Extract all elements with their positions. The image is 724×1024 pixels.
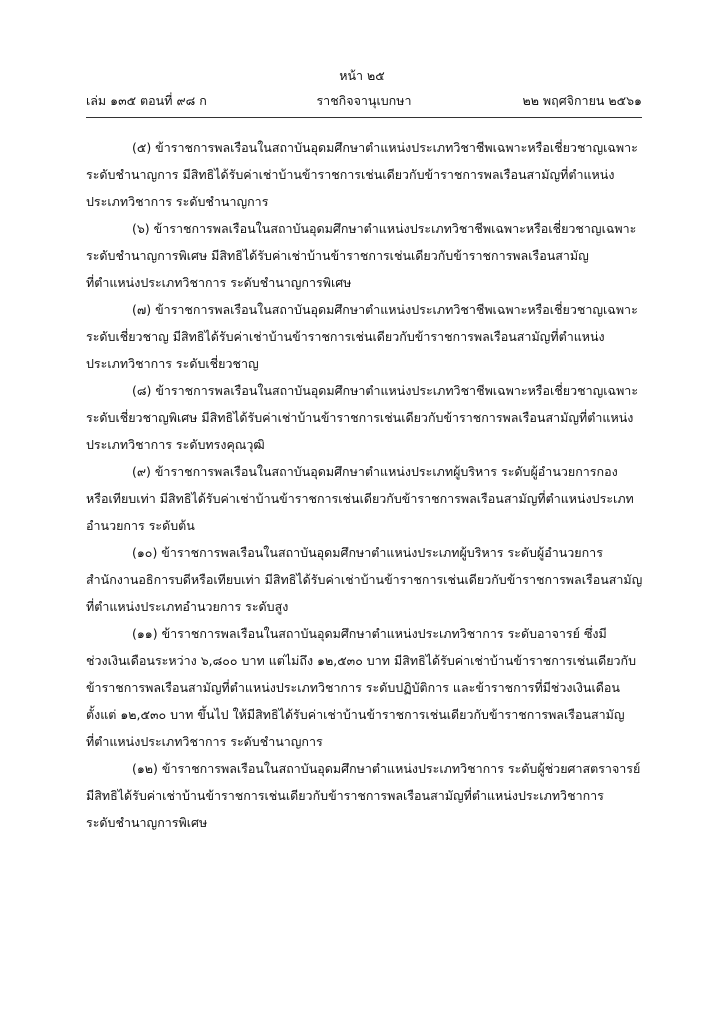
text-line: ประเภทวิชาการ ระดับเชี่ยวชาญ xyxy=(86,356,259,371)
text-line: (๙) ข้าราชการพลเรือนในสถาบันอุดมศึกษาตำแหน่งประเภทผู้บริหาร ระดับผู้อำนวยการกอง xyxy=(132,464,618,479)
paragraph-12 xyxy=(86,755,642,836)
text-line: ระดับเชี่ยวชาญพิเศษ มีสิทธิได้รับค่าเช่าบ้านข้าราชการเช่นเดียวกับข้าราชการพลเรือนสามัญที่ตำแหน่ง xyxy=(86,410,634,425)
text-line: ที่ตำแหน่งประเภทอำนวยการ ระดับสูง xyxy=(86,599,289,614)
paragraph-11 xyxy=(86,620,642,755)
text-line: มีสิทธิได้รับค่าเช่าบ้านข้าราชการเช่นเดียวกับข้าราชการพลเรือนสามัญที่ตำแหน่งประเภทวิชาการ xyxy=(86,788,604,803)
paragraph-7 xyxy=(86,296,642,377)
paragraph-9 xyxy=(86,458,642,539)
document-body xyxy=(86,134,642,836)
text-line: อำนวยการ ระดับต้น xyxy=(86,518,195,533)
text-line: ช่วงเงินเดือนระหว่าง ๖,๘๐๐ บาท แต่ไม่ถึง ๑๒,๕๓๐ บาท มีสิทธิได้รับค่าเช่าบ้านข้าราชการเช่นเดียวกับ xyxy=(86,653,637,668)
text-line: ประเภทวิชาการ ระดับชำนาญการ xyxy=(86,194,269,209)
text-line: (๗) ข้าราชการพลเรือนในสถาบันอุดมศึกษาตำแหน่งประเภทวิชาชีพเฉพาะหรือเชี่ยวชาญเฉพาะ xyxy=(132,302,638,317)
gazette-title: ราชกิจจานุเบกษา xyxy=(316,93,412,108)
volume-issue: เล่ม ๑๓๕ ตอนที่ ๙๘ ก xyxy=(86,93,207,108)
text-line: สำนักงานอธิการบดีหรือเทียบเท่า มีสิทธิได้รับค่าเช่าบ้านข้าราชการเช่นเดียวกับข้าราชการพลเรือนสามัญ xyxy=(86,572,642,587)
page-number: หน้า ๒๕ xyxy=(339,68,385,83)
text-line: ระดับเชี่ยวชาญ มีสิทธิได้รับค่าเช่าบ้านข้าราชการเช่นเดียวกับข้าราชการพลเรือนสามัญที่ตำแหน่ง xyxy=(86,329,605,344)
text-line: (๑๑) ข้าราชการพลเรือนในสถาบันอุดมศึกษาตำแหน่งประเภทวิชาการ ระดับอาจารย์ ซึ่งมี xyxy=(132,626,607,641)
gazette-header xyxy=(86,91,642,113)
text-line: (๑๐) ข้าราชการพลเรือนในสถาบันอุดมศึกษาตำแหน่งประเภทผู้บริหาร ระดับผู้อำนวยการ xyxy=(132,545,603,560)
text-line: ระดับชำนาญการ มีสิทธิได้รับค่าเช่าบ้านข้าราชการเช่นเดียวกับข้าราชการพลเรือนสามัญที่ตำแหน่ง xyxy=(86,167,615,182)
text-line: ที่ตำแหน่งประเภทวิชาการ ระดับชำนาญการ xyxy=(86,734,323,749)
text-line: ที่ตำแหน่งประเภทวิชาการ ระดับชำนาญการพิเศษ xyxy=(86,275,352,290)
text-line: (๖) ข้าราชการพลเรือนในสถาบันอุดมศึกษาตำแหน่งประเภทวิชาชีพเฉพาะหรือเชี่ยวชาญเฉพาะ xyxy=(132,221,637,236)
text-line: ตั้งแต่ ๑๒,๕๓๐ บาท ขึ้นไป ให้มีสิทธิได้รับค่าเช่าบ้านข้าราชการเช่นเดียวกับข้าราชการพลเรือนสามัญ xyxy=(86,707,625,722)
paragraph-10 xyxy=(86,539,642,620)
text-line: (๕) ข้าราชการพลเรือนในสถาบันอุดมศึกษาตำแหน่งประเภทวิชาชีพเฉพาะหรือเชี่ยวชาญเฉพาะ xyxy=(132,140,638,155)
paragraph-6 xyxy=(86,215,642,296)
publication-date: ๒๒ พฤศจิกายน ๒๕๖๑ xyxy=(522,93,642,108)
text-line: ระดับชำนาญการพิเศษ xyxy=(86,815,208,830)
text-line: (๑๒) ข้าราชการพลเรือนในสถาบันอุดมศึกษาตำแหน่งประเภทวิชาการ ระดับผู้ช่วยศาสตราจารย์ xyxy=(132,761,641,776)
header-divider xyxy=(86,117,642,118)
paragraph-5 xyxy=(86,134,642,215)
text-line: ประเภทวิชาการ ระดับทรงคุณวุฒิ xyxy=(86,437,265,452)
text-line: (๘) ข้าราชการพลเรือนในสถาบันอุดมศึกษาตำแหน่งประเภทวิชาชีพเฉพาะหรือเชี่ยวชาญเฉพาะ xyxy=(132,383,639,398)
text-line: ข้าราชการพลเรือนสามัญที่ตำแหน่งประเภทวิชาการ ระดับปฏิบัติการ และข้าราชการที่มีช่วงเงินเดือน xyxy=(86,680,620,695)
paragraph-8 xyxy=(86,377,642,458)
text-line: หรือเทียบเท่า มีสิทธิได้รับค่าเช่าบ้านข้าราชการเช่นเดียวกับข้าราชการพลเรือนสามัญที่ตำแหน่งประเภท xyxy=(86,491,634,506)
text-line: ระดับชำนาญการพิเศษ มีสิทธิได้รับค่าเช่าบ้านข้าราชการเช่นเดียวกับข้าราชการพลเรือนสามัญ xyxy=(86,248,589,263)
